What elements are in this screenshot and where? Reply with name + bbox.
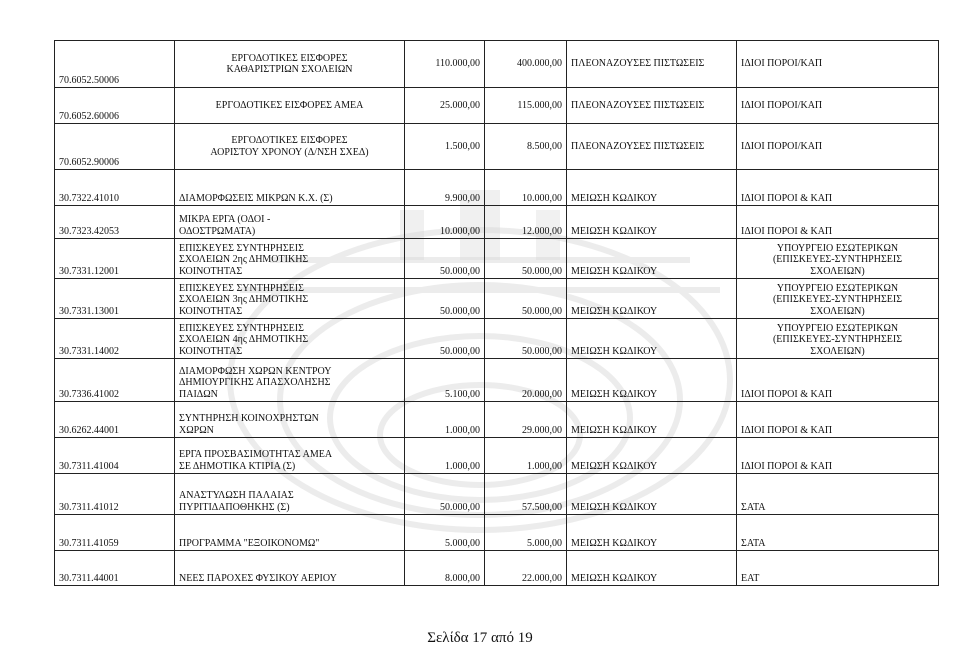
reason-cell: ΜΕΙΩΣΗ ΚΩΔΙΚΟΥ: [567, 206, 737, 239]
budget-table: [54, 40, 939, 586]
description-line: ΔΙΑΜΟΡΦΩΣΕΙΣ ΜΙΚΡΩΝ Κ.Χ. (Σ): [179, 192, 333, 204]
funding-source-line: (ΕΠΙΣΚΕΥΕΣ-ΣΥΝΤΗΡΗΣΕΙΣ: [772, 334, 903, 345]
funding-source-cell: [737, 402, 939, 438]
description-cell: [175, 239, 405, 279]
funding-source-line: (ΕΠΙΣΚΕΥΕΣ-ΣΥΝΤΗΡΗΣΕΙΣ: [772, 294, 903, 305]
reason-cell: ΠΛΕΟΝΑΖΟΥΣΕΣ ΠΙΣΤΩΣΕΙΣ: [567, 41, 737, 88]
description-line: ΕΡΓΑ ΠΡΟΣΒΑΣΙΜΟΤΗΤΑΣ ΑΜΕΑ: [179, 449, 333, 460]
code-cell: 30.7311.44001: [55, 551, 175, 586]
description-line: ΕΡΓΟΔΟΤΙΚΕΣ ΕΙΣΦΟΡΕΣ: [231, 52, 348, 64]
table-row: [55, 402, 939, 438]
description-line: ΣΕ ΔΗΜΟΤΙΚΑ ΚΤΙΡΙΑ (Σ): [179, 460, 296, 472]
funding-source-cell: [737, 279, 939, 319]
amount-cell: 115.000,00: [485, 88, 567, 124]
description-cell: [175, 170, 405, 206]
reason-cell: ΜΕΙΩΣΗ ΚΩΔΙΚΟΥ: [567, 438, 737, 474]
funding-source-cell: [737, 515, 939, 551]
amount-cell: 400.000,00: [485, 41, 567, 88]
description-cell: [175, 88, 405, 124]
funding-source-line: ΣΑΤΑ: [741, 537, 766, 549]
amount-cell: 110.000,00: [405, 41, 485, 88]
amount-cell: 50.000,00: [485, 239, 567, 279]
funding-source-cell: [737, 88, 939, 124]
table-row: [55, 124, 939, 170]
description-line: ΔΙΑΜΟΡΦΩΣΗ ΧΩΡΩΝ ΚΕΝΤΡΟΥ: [179, 365, 332, 377]
description-line: ΣΧΟΛΕΙΩΝ 2ης ΔΗΜΟΤΙΚΗΣ: [179, 254, 309, 265]
description-line: ΑΝΑΣΤΥΛΩΣΗ ΠΑΛΑΙΑΣ: [179, 490, 294, 501]
description-cell: [175, 41, 405, 88]
funding-source-line: (ΕΠΙΣΚΕΥΕΣ-ΣΥΝΤΗΡΗΣΕΙΣ: [772, 254, 903, 265]
funding-source-line: ΙΔΙΟΙ ΠΟΡΟΙ & ΚΑΠ: [741, 424, 833, 436]
amount-cell: 9.900,00: [405, 170, 485, 206]
funding-source-line: ΕΑΤ: [741, 572, 760, 584]
amount-cell: 22.000,00: [485, 551, 567, 586]
description-line: ΚΟΙΝΟΤΗΤΑΣ: [179, 265, 243, 277]
description-line: ΑΟΡΙΣΤΟΥ ΧΡΟΝΟΥ (Δ/ΝΣΗ ΣΧΕΔ): [210, 146, 369, 158]
description-cell: [175, 359, 405, 402]
code-cell: 70.6052.90006: [55, 124, 175, 170]
code-cell: 70.6052.60006: [55, 88, 175, 124]
funding-source-line: ΙΔΙΟΙ ΠΟΡΟΙ/ΚΑΠ: [741, 140, 823, 152]
funding-source-line: ΙΔΙΟΙ ΠΟΡΟΙ/ΚΑΠ: [741, 58, 823, 70]
amount-cell: 5.000,00: [405, 515, 485, 551]
reason-cell: ΜΕΙΩΣΗ ΚΩΔΙΚΟΥ: [567, 239, 737, 279]
funding-source-line: ΙΔΙΟΙ ΠΟΡΟΙ & ΚΑΠ: [741, 192, 833, 204]
reason-cell: ΜΕΙΩΣΗ ΚΩΔΙΚΟΥ: [567, 402, 737, 438]
amount-cell: 1.000,00: [405, 438, 485, 474]
code-cell: 30.7311.41004: [55, 438, 175, 474]
table-row: [55, 279, 939, 319]
reason-cell: ΜΕΙΩΣΗ ΚΩΔΙΚΟΥ: [567, 319, 737, 359]
funding-source-line: ΥΠΟΥΡΓΕΙΟ ΕΣΩΤΕΡΙΚΩΝ: [776, 242, 899, 254]
amount-cell: 5.100,00: [405, 359, 485, 402]
amount-cell: 10.000,00: [485, 170, 567, 206]
table-row: [55, 515, 939, 551]
amount-cell: 50.000,00: [405, 279, 485, 319]
code-cell: 30.7322.41010: [55, 170, 175, 206]
description-line: ΕΡΓΟΔΟΤΙΚΕΣ ΕΙΣΦΟΡΕΣ ΑΜΕΑ: [215, 99, 364, 111]
amount-cell: 1.000,00: [405, 402, 485, 438]
table-row: [55, 88, 939, 124]
table-row: [55, 239, 939, 279]
description-cell: [175, 124, 405, 170]
amount-cell: 50.000,00: [405, 474, 485, 515]
funding-source-line: ΙΔΙΟΙ ΠΟΡΟΙ/ΚΑΠ: [741, 99, 823, 111]
amount-cell: 50.000,00: [405, 319, 485, 359]
code-cell: 30.7331.14002: [55, 319, 175, 359]
funding-source-line: ΙΔΙΟΙ ΠΟΡΟΙ & ΚΑΠ: [741, 225, 833, 237]
description-line: ΔΗΜΙΟΥΡΓΙΚΗΣ ΑΠΑΣΧΟΛΗΣΗΣ: [179, 377, 331, 388]
funding-source-line: ΣΑΤΑ: [741, 501, 766, 513]
description-line: ΕΠΙΣΚΕΥΕΣ ΣΥΝΤΗΡΗΣΕΙΣ: [179, 242, 304, 254]
amount-cell: 50.000,00: [485, 319, 567, 359]
code-cell: 70.6052.50006: [55, 41, 175, 88]
amount-cell: 50.000,00: [405, 239, 485, 279]
funding-source-cell: [737, 551, 939, 586]
amount-cell: 20.000,00: [485, 359, 567, 402]
table-row: [55, 438, 939, 474]
table-row: [55, 41, 939, 88]
description-line: ΕΡΓΟΔΟΤΙΚΕΣ ΕΙΣΦΟΡΕΣ: [231, 135, 348, 146]
amount-cell: 1.500,00: [405, 124, 485, 170]
description-line: ΝΕΕΣ ΠΑΡΟΧΕΣ ΦΥΣΙΚΟΥ ΑΕΡΙΟΥ: [179, 572, 337, 584]
amount-cell: 57.500,00: [485, 474, 567, 515]
description-cell: [175, 319, 405, 359]
funding-source-cell: [737, 41, 939, 88]
reason-cell: ΜΕΙΩΣΗ ΚΩΔΙΚΟΥ: [567, 170, 737, 206]
amount-cell: 5.000,00: [485, 515, 567, 551]
funding-source-cell: [737, 170, 939, 206]
funding-source-line: ΙΔΙΟΙ ΠΟΡΟΙ & ΚΑΠ: [741, 388, 833, 400]
amount-cell: 25.000,00: [405, 88, 485, 124]
description-cell: [175, 438, 405, 474]
code-cell: 30.7311.41059: [55, 515, 175, 551]
amount-cell: 8.000,00: [405, 551, 485, 586]
page-number: Σελίδα 17 από 19: [427, 630, 533, 646]
table-row: [55, 170, 939, 206]
description-line: ΚΑΘΑΡΙΣΤΡΙΩΝ ΣΧΟΛΕΙΩΝ: [226, 64, 353, 75]
funding-source-line: ΣΧΟΛΕΙΩΝ): [810, 345, 865, 357]
reason-cell: ΜΕΙΩΣΗ ΚΩΔΙΚΟΥ: [567, 359, 737, 402]
amount-cell: 12.000,00: [485, 206, 567, 239]
description-cell: [175, 474, 405, 515]
code-cell: 30.7331.12001: [55, 239, 175, 279]
description-line: ΠΡΟΓΡΑΜΜΑ "ΕΞΟΙΚΟΝΟΜΩ": [179, 537, 320, 549]
funding-source-line: ΥΠΟΥΡΓΕΙΟ ΕΣΩΤΕΡΙΚΩΝ: [776, 282, 899, 294]
amount-cell: 50.000,00: [485, 279, 567, 319]
description-line: ΕΠΙΣΚΕΥΕΣ ΣΥΝΤΗΡΗΣΕΙΣ: [179, 322, 304, 334]
table-row: [55, 359, 939, 402]
description-line: ΠΑΙΔΩΝ: [179, 388, 218, 400]
code-cell: 30.7323.42053: [55, 206, 175, 239]
funding-source-line: ΙΔΙΟΙ ΠΟΡΟΙ & ΚΑΠ: [741, 460, 833, 472]
code-cell: 30.6262.44001: [55, 402, 175, 438]
funding-source-line: ΣΧΟΛΕΙΩΝ): [810, 305, 865, 317]
reason-cell: ΜΕΙΩΣΗ ΚΩΔΙΚΟΥ: [567, 515, 737, 551]
amount-cell: 10.000,00: [405, 206, 485, 239]
funding-source-line: ΥΠΟΥΡΓΕΙΟ ΕΣΩΤΕΡΙΚΩΝ: [776, 322, 899, 334]
funding-source-cell: [737, 438, 939, 474]
reason-cell: ΠΛΕΟΝΑΖΟΥΣΕΣ ΠΙΣΤΩΣΕΙΣ: [567, 124, 737, 170]
amount-cell: 1.000,00: [485, 438, 567, 474]
amount-cell: 8.500,00: [485, 124, 567, 170]
table-row: [55, 319, 939, 359]
code-cell: 30.7336.41002: [55, 359, 175, 402]
funding-source-cell: [737, 239, 939, 279]
description-line: ΣΧΟΛΕΙΩΝ 3ης ΔΗΜΟΤΙΚΗΣ: [179, 294, 309, 305]
description-line: ΕΠΙΣΚΕΥΕΣ ΣΥΝΤΗΡΗΣΕΙΣ: [179, 282, 304, 294]
table-row: [55, 551, 939, 586]
funding-source-cell: [737, 319, 939, 359]
budget-table-body: [55, 41, 939, 586]
description-line: ΜΙΚΡΑ ΕΡΓΑ (ΟΔΟΙ -: [179, 214, 271, 225]
description-line: ΣΧΟΛΕΙΩΝ 4ης ΔΗΜΟΤΙΚΗΣ: [179, 334, 309, 345]
description-cell: [175, 551, 405, 586]
funding-source-cell: [737, 124, 939, 170]
description-line: ΠΥΡΙΤΙΔΑΠΟΘΗΚΗΣ (Σ): [179, 501, 290, 513]
amount-cell: 29.000,00: [485, 402, 567, 438]
funding-source-cell: [737, 474, 939, 515]
table-row: [55, 206, 939, 239]
funding-source-line: ΣΧΟΛΕΙΩΝ): [810, 265, 865, 277]
code-cell: 30.7311.41012: [55, 474, 175, 515]
description-cell: [175, 206, 405, 239]
reason-cell: ΜΕΙΩΣΗ ΚΩΔΙΚΟΥ: [567, 551, 737, 586]
description-line: ΚΟΙΝΟΤΗΤΑΣ: [179, 305, 243, 317]
reason-cell: ΜΕΙΩΣΗ ΚΩΔΙΚΟΥ: [567, 279, 737, 319]
reason-cell: ΜΕΙΩΣΗ ΚΩΔΙΚΟΥ: [567, 474, 737, 515]
reason-cell: ΠΛΕΟΝΑΖΟΥΣΕΣ ΠΙΣΤΩΣΕΙΣ: [567, 88, 737, 124]
description-cell: [175, 279, 405, 319]
description-line: ΟΔΟΣΤΡΩΜΑΤΑ): [179, 225, 256, 237]
funding-source-cell: [737, 359, 939, 402]
funding-source-cell: [737, 206, 939, 239]
description-line: ΧΩΡΩΝ: [179, 424, 214, 436]
table-row: [55, 474, 939, 515]
description-line: ΣΥΝΤΗΡΗΣΗ ΚΟΙΝΟΧΡΗΣΤΩΝ: [179, 413, 319, 424]
description-cell: [175, 402, 405, 438]
description-cell: [175, 515, 405, 551]
description-line: ΚΟΙΝΟΤΗΤΑΣ: [179, 345, 243, 357]
code-cell: 30.7331.13001: [55, 279, 175, 319]
